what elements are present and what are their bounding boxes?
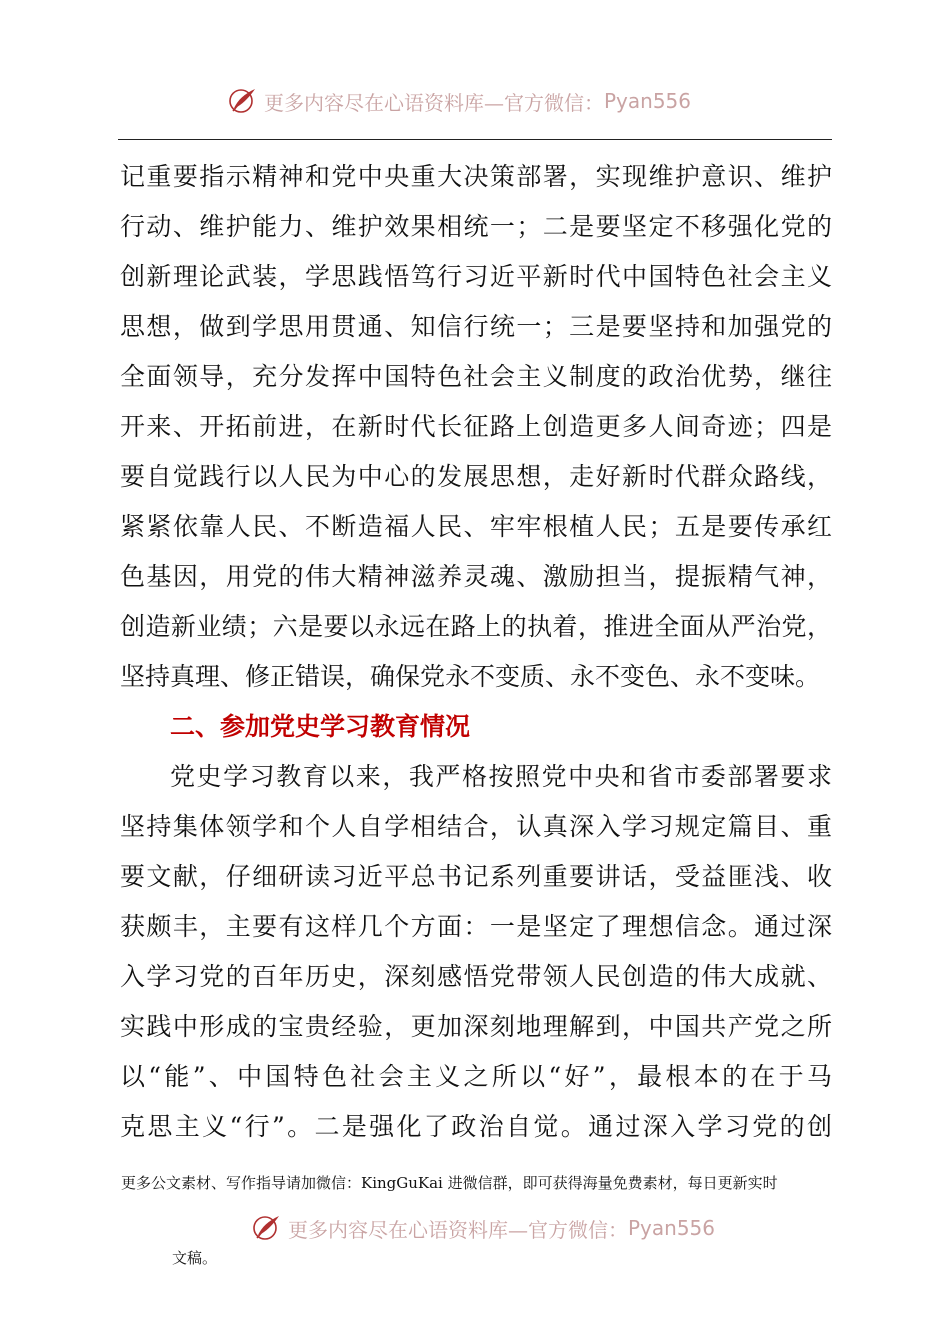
header-watermark <box>228 86 691 116</box>
paragraph-line: 紧紧依靠人民、不断造福人民、牢牢根植人民；五是要传承红 <box>120 512 832 541</box>
paragraph-line: 克思主义“行”。二是强化了政治自觉。通过深入学习党的创 <box>120 1112 832 1141</box>
footer-watermark <box>252 1213 715 1243</box>
paragraph-line: 思想，做到学思用贯通、知信行统一；三是要坚持和加强党的 <box>120 312 832 341</box>
paragraph-line: 党史学习教育以来，我严格按照党中央和省市委部署要求 <box>170 762 832 791</box>
header-rule <box>118 139 832 140</box>
paragraph-line: 创新理论武装，学思践悟笃行习近平新时代中国特色社会主义 <box>120 262 832 291</box>
document-body <box>120 152 832 1152</box>
paragraph-line: 行动、维护能力、维护效果相统一；二是要坚定不移强化党的 <box>120 212 832 241</box>
header-watermark-text: 更多内容尽在心语资料库—官方微信： <box>264 90 604 115</box>
paragraph-line: 以“能”、中国特色社会主义之所以“好”，最根本的在于马 <box>120 1062 832 1091</box>
paragraph-line: 坚持集体领学和个人自学相结合，认真深入学习规定篇目、重 <box>120 812 832 841</box>
paragraph-line: 要文献，仔细研读习近平总书记系列重要讲话，受益匪浅、收 <box>120 862 832 891</box>
paragraph-line: 实践中形成的宝贵经验，更加深刻地理解到，中国共产党之所 <box>120 1012 832 1041</box>
paragraph-line: 获颇丰，主要有这样几个方面：一是坚定了理想信念。通过深 <box>120 912 832 941</box>
paragraph-line: 入学习党的百年历史，深刻感悟党带领人民创造的伟大成就、 <box>120 962 832 991</box>
footer-watermark-id: Pyan556 <box>628 1216 716 1240</box>
paragraph-line: 开来、开拓前进，在新时代长征路上创造更多人间奇迹；四是 <box>120 412 832 441</box>
footer-note-continuation: 文稿。 <box>172 1249 218 1267</box>
footer-note: 更多公文素材、写作指导请加微信：KingGuKai 进微信群，即可获得海量免费素材，每日更新实时 <box>121 1174 778 1192</box>
footer-watermark-text: 更多内容尽在心语资料库—官方微信： <box>288 1217 628 1242</box>
quill-logo-icon <box>252 1213 282 1243</box>
paragraph-line: 记重要指示精神和党中央重大决策部署，实现维护意识、维护 <box>120 162 832 191</box>
paragraph-line: 创造新业绩；六是要以永远在路上的执着，推进全面从严治党， <box>120 612 832 641</box>
quill-logo-icon <box>228 86 258 116</box>
paragraph-line: 色基因，用党的伟大精神滋养灵魂、激励担当，提振精气神， <box>120 562 832 591</box>
paragraph-line: 全面领导，充分发挥中国特色社会主义制度的政治优势，继往 <box>120 362 832 391</box>
section-heading: 二、参加党史学习教育情况 <box>170 712 471 741</box>
paragraph-line: 要自觉践行以人民为中心的发展思想，走好新时代群众路线， <box>120 462 832 491</box>
paragraph-line: 坚持真理、修正错误，确保党永不变质、永不变色、永不变味。 <box>120 662 821 691</box>
header-watermark-id: Pyan556 <box>604 89 692 113</box>
